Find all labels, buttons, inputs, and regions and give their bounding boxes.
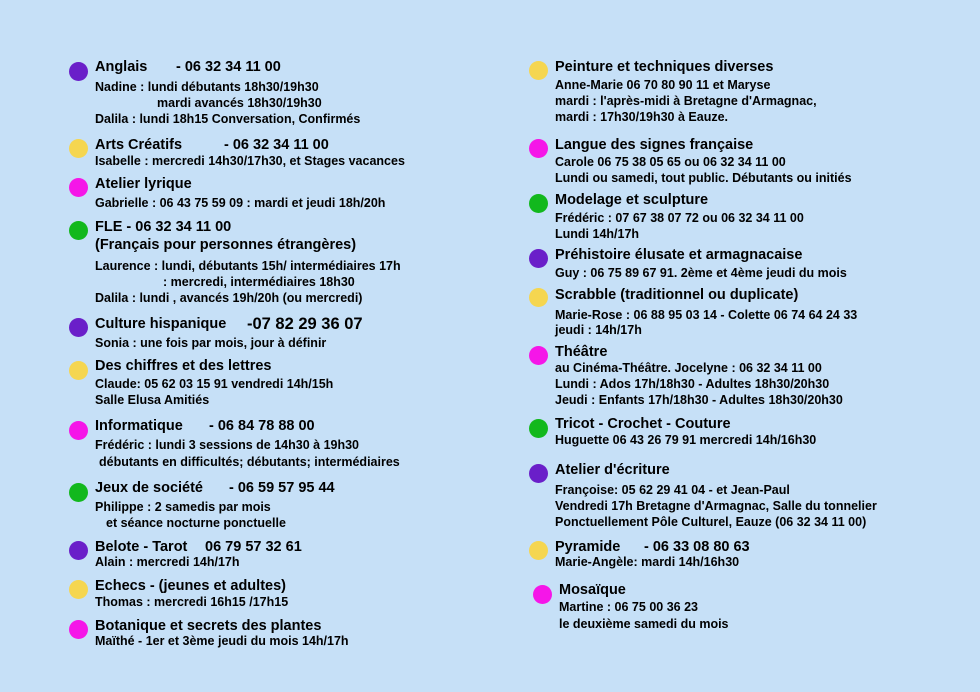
activity-phone: -07 82 29 36 07 <box>247 315 363 333</box>
activity-phone: - 06 33 08 80 63 <box>644 539 750 555</box>
activity-detail-line: Guy : 06 75 89 67 91. 2ème et 4ème jeudi du mois <box>555 266 847 280</box>
activity-name: Peinture et techniques diverses <box>555 59 774 75</box>
activity-title <box>555 539 620 555</box>
activity-detail-line: Lundi : Ados 17h/18h30 - Adultes 18h30/20h30 <box>555 377 830 391</box>
activity-detail-line: Marie-Angèle: mardi 14h/16h30 <box>555 555 740 569</box>
bullet-dot-green <box>69 221 88 240</box>
bullet-dot-magenta <box>529 346 548 365</box>
activity-detail-line: au Cinéma-Théâtre. Jocelyne : 06 32 34 11 00 <box>555 361 822 375</box>
activity-phone: - 06 32 34 11 00 <box>176 59 281 75</box>
activity-detail-line: Maïthé - 1er et 3ème jeudi du mois 14h/17h <box>95 634 349 648</box>
bullet-dot-green <box>69 483 88 502</box>
bullet-dot-purple <box>529 249 548 268</box>
bullet-dot-purple <box>529 464 548 483</box>
bullet-dot-purple <box>69 62 88 81</box>
activity-detail-line: Lundi ou samedi, tout public. Débutants ou initiés <box>555 171 852 185</box>
activity-name: Informatique <box>95 418 183 434</box>
activity-detail-line: débutants en difficultés; débutants; intermédiaires <box>99 455 400 469</box>
activity-detail-line: Marie-Rose : 06 88 95 03 14 - Colette 06 74 64 24 33 <box>555 308 858 322</box>
bullet-dot-magenta <box>529 139 548 158</box>
activity-name: Langue des signes française <box>555 137 754 153</box>
activity-name: Modelage et sculpture <box>555 192 709 208</box>
bullet-dot-green <box>529 194 548 213</box>
activity-name: Jeux de société <box>95 480 203 496</box>
activity-detail-line: le deuxième samedi du mois <box>559 617 729 631</box>
activity-title <box>95 618 321 634</box>
activity-detail-line: Alain : mercredi 14h/17h <box>95 555 240 569</box>
activity-detail-line: Sonia : une fois par mois, jour à définir <box>95 336 327 350</box>
bullet-dot-yellow <box>69 139 88 158</box>
activity-title <box>95 316 226 332</box>
activity-title <box>555 344 607 360</box>
activity-title <box>555 416 731 432</box>
activity-phone: - 06 84 78 88 00 <box>209 418 315 434</box>
activity-phone: - 06 32 34 11 00 <box>224 137 329 153</box>
activity-detail-line: Salle Elusa Amitiés <box>95 393 210 407</box>
activity-title <box>555 247 802 263</box>
activity-detail-line: Thomas : mercredi 16h15 /17h15 <box>95 595 289 609</box>
activity-detail-line: Lundi 14h/17h <box>555 227 640 241</box>
bullet-dot-magenta <box>69 620 88 639</box>
activity-name: Anglais <box>95 59 148 75</box>
activity-detail-line: Françoise: 05 62 29 41 04 - et Jean-Paul <box>555 483 790 497</box>
activity-detail-line: Gabrielle : 06 43 75 59 09 : mardi et jeudi 18h/20h <box>95 196 386 210</box>
bullet-dot-yellow <box>529 288 548 307</box>
activity-phone: - 06 59 57 95 44 <box>229 480 335 496</box>
activity-detail-line: Philippe : 2 samedis par mois <box>95 500 271 514</box>
activity-detail-line: Dalila : lundi , avancés 19h/20h (ou mercredi) <box>95 291 363 305</box>
activity-name: Des chiffres et des lettres <box>95 358 272 374</box>
activity-name: Théâtre <box>555 344 608 360</box>
activity-name: Scrabble (traditionnel ou duplicate) <box>555 287 799 303</box>
activity-detail-line: Frédéric : 07 67 38 07 72 ou 06 32 34 11 00 <box>555 211 804 225</box>
activity-name: Botanique et secrets des plantes <box>95 618 322 634</box>
activity-name: Préhistoire élusate et armagnacaise <box>555 247 803 263</box>
bullet-dot-purple <box>69 318 88 337</box>
activity-detail-line: mardi avancés 18h30/19h30 <box>157 96 322 110</box>
bullet-dot-green <box>529 419 548 438</box>
bullet-dot-yellow <box>529 61 548 80</box>
activity-detail-line: mardi : 17h30/19h30 à Eauze. <box>555 110 729 124</box>
activity-detail-line: : mercredi, intermédiaires 18h30 <box>163 275 355 289</box>
activity-title <box>95 578 286 594</box>
bullet-dot-yellow <box>69 361 88 380</box>
activity-detail-line: Martine : 06 75 00 36 23 <box>559 600 698 614</box>
activity-detail-line: Anne-Marie 06 70 80 90 11 et Maryse <box>555 78 771 92</box>
activity-name: FLE - 06 32 34 11 00 <box>95 219 232 235</box>
activity-detail-line: Carole 06 75 38 05 65 ou 06 32 34 11 00 <box>555 155 786 169</box>
activity-title <box>95 418 183 434</box>
activity-detail-line: jeudi : 14h/17h <box>555 323 642 337</box>
activity-title <box>95 59 147 75</box>
activity-title <box>559 582 626 598</box>
activity-title <box>555 59 773 75</box>
activity-name: Pyramide <box>555 539 621 555</box>
activity-detail-line: Laurence : lundi, débutants 15h/ intermédiaires 17h <box>95 259 401 273</box>
activity-detail-line: Claude: 05 62 03 15 91 vendredi 14h/15h <box>95 377 334 391</box>
activity-name: Echecs - (jeunes et adultes) <box>95 578 286 594</box>
bullet-dot-purple <box>69 541 88 560</box>
activity-title <box>95 539 187 555</box>
activity-title <box>95 358 272 374</box>
activity-detail-line: Jeudi : Enfants 17h/18h30 - Adultes 18h30/20h30 <box>555 393 843 407</box>
activity-phone: 06 79 57 32 61 <box>205 539 302 555</box>
activity-name: Belote - Tarot <box>95 539 188 555</box>
activity-name: Tricot - Crochet - Couture <box>555 416 731 432</box>
activity-detail-line: Huguette 06 43 26 79 91 mercredi 14h/16h30 <box>555 433 817 447</box>
activity-name: Arts Créatifs <box>95 137 183 153</box>
activity-name: Mosaïque <box>559 582 626 598</box>
activity-title <box>555 137 753 153</box>
activity-name: Atelier lyrique <box>95 176 192 192</box>
activity-name: Culture hispanique <box>95 316 227 332</box>
activity-detail-line: Isabelle : mercredi 14h30/17h30, et Stages vacances <box>95 154 405 168</box>
activity-title <box>95 137 182 153</box>
activity-title <box>95 176 192 192</box>
activity-title <box>555 462 670 478</box>
bullet-dot-yellow <box>529 541 548 560</box>
activity-title <box>95 219 231 235</box>
activity-title <box>95 480 203 496</box>
activity-title <box>555 287 798 303</box>
activity-detail-line: Vendredi 17h Bretagne d'Armagnac, Salle du tonnelier <box>555 499 877 513</box>
activity-subtitle: (Français pour personnes étrangères) <box>95 237 357 253</box>
activity-detail-line: Ponctuellement Pôle Culturel, Eauze (06 32 34 11 00) <box>555 515 867 529</box>
bullet-dot-yellow <box>69 580 88 599</box>
activity-detail-line: et séance nocturne ponctuelle <box>106 516 286 530</box>
bullet-dot-magenta <box>533 585 552 604</box>
activity-detail-line: Frédéric : lundi 3 sessions de 14h30 à 19h30 <box>95 438 360 452</box>
bullet-dot-magenta <box>69 421 88 440</box>
activity-title <box>555 192 708 208</box>
activity-detail-line: Dalila : lundi 18h15 Conversation, Confirmés <box>95 112 361 126</box>
activity-detail-line: mardi : l'après-midi à Bretagne d'Armagnac, <box>555 94 817 108</box>
bullet-dot-magenta <box>69 178 88 197</box>
activity-detail-line: Nadine : lundi débutants 18h30/19h30 <box>95 80 319 94</box>
activity-name: Atelier d'écriture <box>555 462 670 478</box>
